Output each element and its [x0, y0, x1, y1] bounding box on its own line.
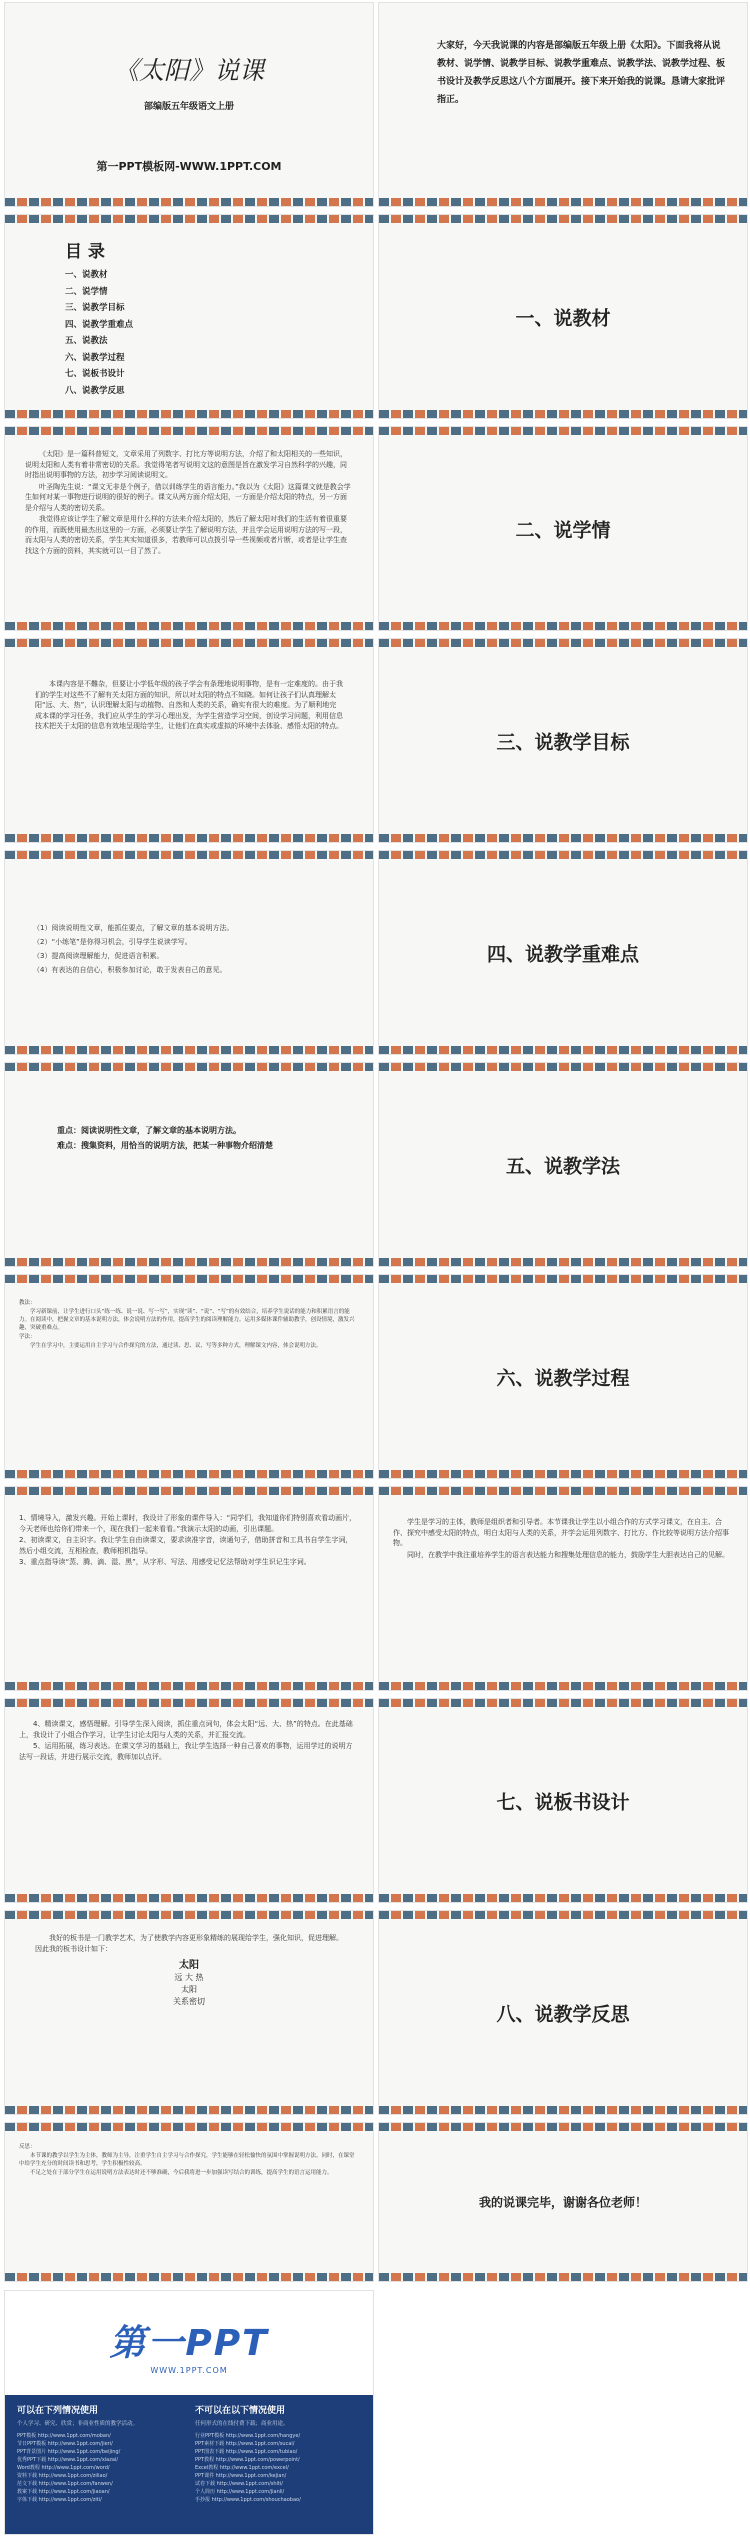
section-title: 四、说教学重难点 — [486, 943, 639, 965]
objective-item: （4）有表达的自信心，积极参加讨论，敢于发表自己的意见。 — [33, 966, 227, 974]
process-paragraph: 3、重点指导读“蒸、腾、滴、湿、黑”，从字形、写法、用感受记忆法帮助对学生识记生字词。 — [19, 1558, 311, 1566]
students-paragraph: 本课内容是不難杂，但要让小学低年级的孩子学会有条理地说明事物，是有一定难度的。由于我们的学生对这些不了解有关太阳方面的知识，所以对太阳的特点不知晓。如何让孩子们认真理解太阳“远、大、热”，认识理解太阳与动植物、自然和人类的关系，确实有很大的难度。为了顺利地完成本课的学习任务，我们应从学生的学习心理出发，为学生营造学习空间，创设学习问题，利用信息技术把关于太阳的信息有效地呈现给学生，让他们在真实或虚拟的环境中去体验、感悟太阳的特点。 — [35, 680, 343, 730]
toc-title: 目 录 — [65, 242, 105, 262]
decorative-strip — [379, 1682, 747, 1690]
toc-item: 三、说教学目标 — [65, 303, 125, 313]
decorative-strip — [5, 427, 373, 435]
cover-site: 第一PPT模板网-WWW.1PPT.COM — [96, 160, 282, 173]
slide-cover — [4, 2, 374, 207]
decorative-strip — [5, 215, 373, 223]
resource-link[interactable]: 范文下载 http://www.1ppt.com/fanwen/ — [17, 2481, 113, 2487]
slide-students — [4, 638, 374, 843]
decorative-strip — [5, 1487, 373, 1495]
section-title: 五、说教学法 — [505, 1155, 620, 1177]
decorative-strip — [5, 1470, 373, 1478]
decorative-strip — [379, 215, 747, 223]
process-paragraph: 学生是学习的主体，教师是组织者和引导者。本节课我让学生以小组合作的方式学习课文，在自主、合作、探究中感受太阳的特点，明白太阳与人类的关系，并学会运用列数字、打比方、作比较等说明方法介绍事物。 — [393, 1518, 729, 1547]
slide-toc — [4, 214, 374, 419]
decorative-strip — [379, 851, 747, 859]
section-title: 一、说教材 — [515, 307, 611, 329]
slide-objectives — [4, 850, 374, 1055]
resource-link[interactable]: PPT图表下载 http://www.1ppt.com/tubiao/ — [195, 2449, 298, 2455]
decorative-strip — [379, 198, 747, 206]
resource-link[interactable]: PPT背景图片 http://www.1ppt.com/beijing/ — [17, 2449, 121, 2455]
decorative-strip — [379, 1894, 747, 1902]
decorative-strip — [379, 1046, 747, 1054]
slide-section-3 — [378, 638, 748, 843]
decorative-strip — [379, 2123, 747, 2131]
slide-section-1 — [378, 214, 748, 419]
resource-link[interactable]: 教案下载 http://www.1ppt.com/jiaoan/ — [17, 2489, 110, 2495]
end-message: 我的说课完毕，谢谢各位老师！ — [478, 2195, 647, 2210]
decorative-strip — [379, 1063, 747, 1071]
allowed-usage — [17, 2403, 189, 2504]
decorative-strip — [379, 639, 747, 647]
slide-board — [4, 1910, 374, 2115]
material-paragraph: 叶圣陶先生说：“课文无非是个例子，借以训练学生的语言能力。”我以为《太阳》这篇课文就是教会学生如何对某一事物进行说明的很好的例子。课文从两方面介绍太阳，一方面是介绍太阳的特点，另一方面是介绍与人类的密切关系。 — [25, 482, 351, 512]
resource-link[interactable]: Word教程 http://www.1ppt.com/word/ — [17, 2465, 110, 2471]
decorative-strip — [5, 622, 373, 630]
slide-section-8 — [378, 1910, 748, 2115]
decorative-strip — [379, 410, 747, 418]
decorative-strip — [5, 1275, 373, 1283]
section-title: 七、说板书设计 — [496, 1791, 630, 1813]
decorative-strip — [5, 1894, 373, 1902]
resource-link[interactable]: PPT模板 http://www.1ppt.com/moban/ — [17, 2433, 111, 2439]
material-paragraph: 我觉得应该让学生了解文章是用什么样的方法来介绍太阳的，然后了解太阳对我们的生活有着很重要的作用，而既使用最杰出这里的一方面，必须要让学生了解说明方法，并且学会运用说明方法的写一段，而太阳与人类的密切关系，学生其实知道很多，若教师可以点拨引导一些视频或者片断，或者是让学生查找这个方面的资料，其实就可以一目了然了。 — [25, 515, 347, 555]
slide-section-7 — [378, 1698, 748, 1903]
slide-methods — [4, 1274, 374, 1479]
resource-link[interactable]: Excel教程 http://www.1ppt.com/excel/ — [195, 2465, 289, 2471]
board-line: 太阳 — [181, 1985, 197, 1994]
slide-process-3 — [4, 1698, 374, 1903]
slide-intro — [378, 2, 748, 207]
process-paragraph: 2、初读课文，自主识字。我让学生自由读课文，要求读准字音，读通句子，借助拼音和工具书自学生字词，然后小组交流，互相检查，教师相机指导。 — [19, 1536, 353, 1555]
toc-item: 七、说板书设计 — [65, 369, 125, 379]
decorative-strip — [5, 639, 373, 647]
slide-material — [4, 426, 374, 631]
section-title: 三、说教学目标 — [496, 731, 630, 753]
methods-paragraph: 学生在学习中，主要运用自主学习与合作探究的方法，通过读、思、议、写等多种方式，理解课文内容，体会说明方法。 — [30, 1343, 322, 1349]
methods-label: 教法： — [19, 1300, 36, 1306]
section-title: 八、说教学反思 — [496, 2003, 630, 2025]
decorative-strip — [379, 427, 747, 435]
decorative-strip — [5, 2106, 373, 2114]
board-design — [35, 1960, 343, 2008]
resource-link[interactable]: PPT课件 http://www.1ppt.com/kejian/ — [195, 2473, 287, 2479]
resource-link[interactable]: 试卷下载 http://www.1ppt.com/shiti/ — [195, 2481, 283, 2487]
link-list — [17, 2432, 189, 2504]
decorative-strip — [5, 834, 373, 842]
slide-process-2 — [378, 1486, 748, 1691]
process-paragraph: 1、情境导入，激发兴趣。开始上课时，我设计了形象的课件导入：“同学们，我知道你们特别喜欢看动画片，今天老师也给你们带来一个，现在我们一起来看看。”我演示太阳的动画，引出课题。 — [19, 1514, 357, 1533]
slide-keypoints — [4, 1062, 374, 1267]
methods-label: 学法： — [19, 1334, 36, 1340]
difficult-point: 难点：搜集资料，用恰当的说明方法，把某一种事物介绍清楚 — [57, 1141, 273, 1150]
objective-item: （3）提高阅读理解能力，促进语言积累。 — [33, 952, 164, 960]
decorative-strip — [5, 1682, 373, 1690]
decorative-strip — [379, 1487, 747, 1495]
decorative-strip — [5, 1699, 373, 1707]
decorative-strip — [379, 1258, 747, 1266]
allowed-title: 可以在下列情况使用 — [17, 2406, 99, 2416]
link-list — [195, 2432, 367, 2504]
toc-list — [65, 267, 133, 399]
brand-logo — [5, 2297, 373, 2387]
board-line: 关系密切 — [173, 1997, 205, 2006]
toc-item: 八、说教学反思 — [65, 385, 125, 396]
usage-panel — [5, 2395, 373, 2534]
decorative-strip — [5, 198, 373, 206]
toc-item: 四、说教学重难点 — [65, 319, 134, 330]
objectives-list — [33, 921, 353, 977]
resource-link[interactable]: 手抄报 http://www.1ppt.com/shouchaobao/ — [195, 2497, 301, 2503]
decorative-strip — [379, 2106, 747, 2114]
section-title: 二、说学情 — [515, 519, 611, 541]
decorative-strip — [5, 410, 373, 418]
decorative-strip — [5, 851, 373, 859]
decorative-strip — [379, 2273, 747, 2281]
slide-section-2 — [378, 426, 748, 631]
methods-paragraph: 学习新课前，让学生进行口头“练一练、说一说、写一写”，实现“读”、“说”、“写”的有效结合，培养学生说话的能力和积累语言的能力。在阅读中，把握文章的基本说明方法，体会说明方法的作用，提高学生的阅读理解能力。运用多媒体课件辅助教学，创设情境，激发兴趣，突破重难点。 — [19, 1309, 355, 1331]
slide-section-4 — [378, 850, 748, 1055]
cover-subtitle: 部编版五年级语文上册 — [143, 102, 234, 112]
allowed-text: 个人学习、研究、欣赏；非商业性质的教学活动。 — [17, 2421, 139, 2427]
slide-ad — [4, 2290, 374, 2535]
key-point: 重点：阅读说明性文章，了解文章的基本说明方法。 — [57, 1126, 241, 1135]
brand-logo-text: 第一PPT — [109, 2323, 269, 2364]
forbidden-usage — [195, 2403, 367, 2504]
process-paragraph: 同时，在教学中我注重培养学生的语言表达能力和搜集处理信息的能力，鼓励学生大胆表达自己的见解。 — [407, 1550, 729, 1559]
material-paragraph: 《太阳》是一篇科普短文，文章采用了列数字、打比方等说明方法，介绍了和太阳相关的一些知识，说明太阳和人类有着非常密切的关系。我觉得笔者写说明文这的意图是旨在激发学习自然科学的兴趣，同时指出说明事物的方法，初步学习阅读说明文。 — [25, 450, 347, 479]
toc-item: 二、说学情 — [65, 286, 108, 297]
slide-section-5 — [378, 1062, 748, 1267]
objective-item: （1）阅读说明性文章，能抓住要点，了解文章的基本说明方法。 — [33, 924, 234, 932]
slide-reflection — [4, 2122, 374, 2282]
toc-item: 一、说教材 — [65, 270, 108, 280]
section-title: 六、说教学过程 — [496, 1367, 630, 1389]
forbidden-text: 任何形式的在线付费下载；商业用途。 — [195, 2421, 289, 2427]
decorative-strip — [5, 1063, 373, 1071]
decorative-strip — [379, 622, 747, 630]
reflection-label: 反思： — [19, 2144, 36, 2150]
decorative-strip — [379, 1911, 747, 1919]
decorative-strip — [379, 1470, 747, 1478]
decorative-strip — [379, 1699, 747, 1707]
slide-process — [4, 1486, 374, 1691]
slide-section-6 — [378, 1274, 748, 1479]
reflection-paragraph: 不足之处在于部分学生在运用说明方法表达时还不够准确，今后我将进一步加强读写结合的训练，提高学生的语言运用能力。 — [30, 2170, 333, 2176]
slide-end — [378, 2122, 748, 2282]
decorative-strip — [379, 834, 747, 842]
reflection-paragraph: 本节课的教学以学生为主体，教师为主导，注重学生自主学习与合作探究，学生能够在轻松愉快的氛围中掌握说明方法。同时，在课堂中给学生充分的时间读书和思考，学生积极性较高。 — [19, 2153, 355, 2167]
decorative-strip — [379, 1275, 747, 1283]
resource-link[interactable]: 行业PPT模板 http://www.1ppt.com/hangye/ — [195, 2433, 301, 2439]
process-paragraph: 4、精读课文，感悟理解。引导学生深入阅读，抓住重点词句，体会太阳“远、大、热”的特点。在此基础上，我设计了小组合作学习，让学生讨论太阳与人类的关系，并汇报交流。 — [19, 1720, 353, 1739]
resource-link[interactable]: PPT教程 http://www.1ppt.com/powerpoint/ — [195, 2457, 300, 2463]
cover-title: 《太阳》说课 — [113, 56, 264, 85]
resource-link[interactable]: 个人简历 http://www.1ppt.com/jianli/ — [195, 2489, 285, 2495]
decorative-strip — [5, 1258, 373, 1266]
decorative-strip — [5, 1046, 373, 1054]
forbidden-title: 不可以在以下情况使用 — [195, 2406, 286, 2416]
toc-item: 六、说教学过程 — [65, 352, 125, 363]
objective-item: （2）“小练笔”是你得习机会，引导学生说读学写。 — [33, 938, 192, 946]
toc-item: 五、说教法 — [65, 336, 108, 346]
intro-text: 大家好，今天我说课的内容是部编版五年级上册《太阳》。下面我将从说教材、说学情、说教学目标、说教学重难点、说教学法、说教学过程、板书设计及教学反思这八个方面展开。接下来开始我的说课。恳请大家批评指正。 — [437, 41, 726, 105]
board-title: 太阳 — [179, 1960, 199, 1971]
board-paragraph: 我好的板书是一门教学艺术，为了使教学内容更形象精练的展现给学生，强化知识，促进理解。因此我的板书设计如下： — [35, 1934, 343, 1953]
resource-link[interactable]: 字体下载 http://www.1ppt.com/ziti/ — [17, 2497, 102, 2503]
decorative-strip — [5, 2123, 373, 2131]
brand-tagline: WWW.1PPT.COM — [150, 2366, 228, 2375]
decorative-strip — [5, 1911, 373, 1919]
decorative-strip — [5, 2273, 373, 2281]
resource-link[interactable]: 节日PPT模板 http://www.1ppt.com/jieri/ — [17, 2441, 113, 2447]
process-paragraph: 5、运用拓展，练习表达。在课文学习的基础上，我让学生选择一种自己喜欢的事物，运用学过的说明方法写一段话，并进行展示交流，教师加以点评。 — [19, 1742, 353, 1761]
resource-link[interactable]: PPT素材下载 http://www.1ppt.com/sucai/ — [195, 2441, 295, 2447]
board-line: 远 大 热 — [174, 1973, 204, 1982]
resource-link[interactable]: 资料下载 http://www.1ppt.com/ziliao/ — [17, 2473, 108, 2479]
resource-link[interactable]: 优秀PPT下载 http://www.1ppt.com/xiazai/ — [17, 2457, 119, 2463]
